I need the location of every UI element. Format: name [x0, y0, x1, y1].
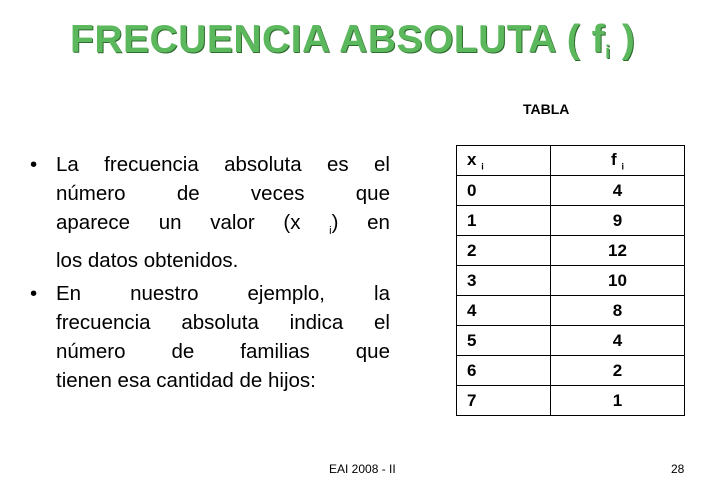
cell-fi: 8 [551, 296, 685, 326]
bullet-line [56, 366, 390, 395]
cell-xi: 5 [457, 326, 551, 356]
word: la [374, 282, 390, 306]
word: que [355, 340, 390, 364]
word: el [374, 311, 390, 335]
table-row [457, 236, 685, 266]
word: La [56, 153, 79, 176]
table-row [457, 266, 685, 296]
frequency-table-body [457, 146, 685, 416]
title-main: FRECUENCIA ABSOLUTA ( f [70, 18, 606, 61]
word: $_i$) [329, 211, 339, 238]
frequency-table [456, 145, 685, 416]
table-row [457, 206, 685, 236]
word: familias [240, 340, 310, 364]
bullet-item-1 [30, 150, 390, 275]
table-caption: TABLA [523, 101, 570, 117]
cell-xi: 6 [457, 356, 551, 386]
cell-xi: 0 [457, 176, 551, 206]
word: absoluta [181, 311, 259, 335]
footer-course: EAI 2008 - II [329, 462, 396, 476]
word: tienen esa cantidad de hijos: [56, 369, 316, 393]
cell-fi: 2 [551, 356, 685, 386]
word: es [327, 153, 349, 176]
table-header-row [457, 146, 685, 176]
bullet-item-2 [30, 279, 390, 395]
table-row [457, 326, 685, 356]
header-fi: f $_i$ [551, 146, 685, 176]
cell-xi: 7 [457, 386, 551, 416]
bullet-line [56, 246, 390, 275]
word: (x [283, 211, 301, 234]
word: En [56, 282, 82, 306]
cell-fi: 4 [551, 176, 685, 206]
word: que [355, 182, 390, 205]
slide-title [70, 18, 635, 63]
cell-xi: 2 [457, 236, 551, 266]
word: aparece [56, 211, 131, 234]
bullet-line [56, 308, 390, 337]
word: número [56, 340, 126, 364]
bullet-line [56, 179, 390, 208]
cell-fi: 10 [551, 266, 685, 296]
word: los datos obtenidos. [56, 249, 239, 273]
word: un [158, 211, 182, 234]
cell-fi: 4 [551, 326, 685, 356]
table-row [457, 386, 685, 416]
cell-xi: 1 [457, 206, 551, 236]
table-row [457, 296, 685, 326]
bullet-line [56, 337, 390, 366]
word: número [56, 182, 126, 205]
word: de [171, 340, 195, 364]
cell-xi: 4 [457, 296, 551, 326]
bullet-line [56, 279, 390, 308]
page-number: 28 [671, 462, 685, 476]
bullet-list [30, 150, 390, 399]
table-row [457, 176, 685, 206]
cell-xi: 3 [457, 266, 551, 296]
word: en [367, 211, 390, 234]
word: el [374, 153, 390, 176]
cell-fi: 12 [551, 236, 685, 266]
title-subscript: i [605, 42, 611, 62]
bullet-dot: • [30, 282, 38, 306]
table-row [457, 356, 685, 386]
word: absoluta [224, 153, 302, 176]
word: valor [210, 211, 255, 234]
word: frecuencia [56, 311, 151, 335]
bullet-line [56, 208, 390, 246]
bullet-line [56, 150, 390, 179]
word: ejemplo, [247, 282, 325, 306]
bullet-dot: • [30, 153, 38, 176]
header-xi: x $_i$ [457, 146, 551, 176]
cell-fi: 1 [551, 386, 685, 416]
word: indica [289, 311, 344, 335]
word: nuestro [130, 282, 199, 306]
title-close: ) [610, 18, 636, 61]
word: veces [250, 182, 305, 205]
word: de [176, 182, 200, 205]
cell-fi: 9 [551, 206, 685, 236]
word: frecuencia [104, 153, 199, 176]
